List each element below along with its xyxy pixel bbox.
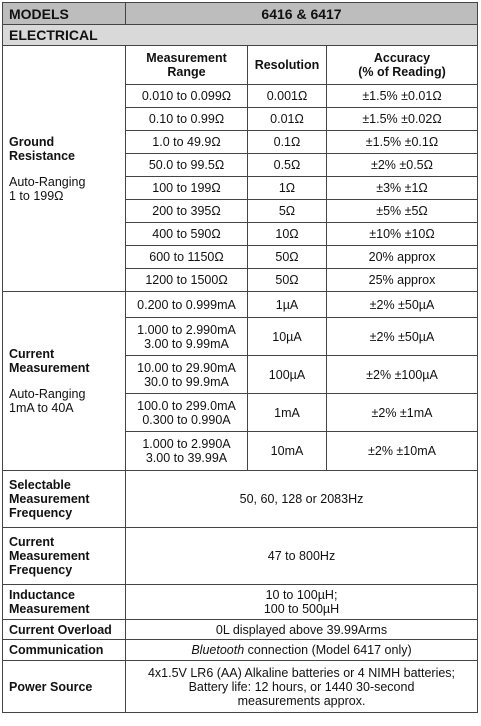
- spec-sheet: [2, 2, 477, 713]
- ground-title-line2: Resistance: [9, 148, 76, 163]
- accuracy-cell: ±2% ±50µA: [327, 292, 478, 318]
- range-cell: [126, 394, 248, 432]
- table-row: [3, 292, 478, 318]
- range-cell: 1.0 to 49.9Ω: [126, 131, 248, 154]
- accuracy-cell: ±2% ±1mA: [327, 394, 478, 432]
- range-cell: 400 to 590Ω: [126, 223, 248, 246]
- resolution-cell: 1mA: [248, 394, 327, 432]
- range-line1: 1.000 to 2.990mA: [137, 322, 236, 337]
- range-line1: 100.0 to 299.0mA: [137, 398, 236, 413]
- accuracy-cell: ±10% ±10Ω: [327, 223, 478, 246]
- models-value: 6416 & 6417: [126, 3, 478, 25]
- value-line: 4x1.5V LR6 (AA) Alkaline batteries or 4 NIMH batteries;: [147, 665, 456, 680]
- selectable-frequency-value: 50, 60, 128 or 2083Hz: [126, 471, 478, 528]
- accuracy-cell: ±2% ±50µA: [327, 318, 478, 356]
- current-title-line2: Measurement: [9, 361, 90, 375]
- ground-header-row: [3, 46, 478, 85]
- col-accuracy-line1: Accuracy: [373, 51, 431, 65]
- resolution-cell: 1Ω: [248, 177, 327, 200]
- power-source-row: [3, 661, 478, 713]
- value-line: 10 to 100µH;: [265, 588, 338, 602]
- inductance-row: [3, 585, 478, 620]
- models-label: MODELS: [3, 3, 126, 25]
- ground-resistance-label: [3, 46, 126, 292]
- label-line: Selectable: [9, 478, 71, 492]
- range-cell: 0.10 to 0.99Ω: [126, 108, 248, 131]
- range-cell: 0.200 to 0.999mA: [126, 292, 248, 318]
- accuracy-cell: ±1.5% ±0.01Ω: [327, 85, 478, 108]
- overload-row: [3, 620, 478, 640]
- value-line: Battery life: 12 hours, or 1440 30-second: [188, 679, 415, 694]
- label-line: Current: [9, 535, 55, 549]
- ground-title-line1: Ground: [9, 134, 55, 149]
- overload-value: 0L displayed above 39.99Arms: [126, 620, 478, 640]
- selectable-frequency-row: [3, 471, 478, 528]
- range-line2: 30.0 to 99.9mA: [144, 374, 229, 389]
- selectable-frequency-label: [3, 471, 126, 528]
- resolution-cell: 50Ω: [248, 246, 327, 269]
- col-range-line1: Measurement: [146, 51, 227, 65]
- current-frequency-row: [3, 528, 478, 585]
- col-range-line2: Range: [167, 65, 206, 79]
- label-line: Measurement: [9, 602, 90, 616]
- label-line: Measurement: [9, 549, 90, 563]
- accuracy-cell: ±5% ±5Ω: [327, 200, 478, 223]
- label-line: Inductance: [9, 588, 75, 602]
- resolution-cell: 0.001Ω: [248, 85, 327, 108]
- bluetooth-text: Bluetooth: [191, 643, 245, 657]
- inductance-label: [3, 585, 126, 620]
- current-sub-line1: Auto-Ranging: [9, 387, 86, 401]
- range-line2: 0.300 to 0.990A: [142, 412, 231, 427]
- communication-value: [126, 640, 478, 661]
- inductance-value: [126, 585, 478, 620]
- range-line2: 3.00 to 39.99A: [145, 451, 228, 465]
- range-cell: [126, 356, 248, 394]
- accuracy-cell: 20% approx: [327, 246, 478, 269]
- section-title: ELECTRICAL: [3, 25, 478, 46]
- resolution-cell: 50Ω: [248, 269, 327, 292]
- accuracy-cell: ±2% ±0.5Ω: [327, 154, 478, 177]
- resolution-cell: 10mA: [248, 432, 327, 471]
- resolution-cell: 0.01Ω: [248, 108, 327, 131]
- spec-table: [2, 2, 478, 713]
- resolution-cell: 0.1Ω: [248, 131, 327, 154]
- resolution-cell: 10Ω: [248, 223, 327, 246]
- current-frequency-label: [3, 528, 126, 585]
- range-cell: 600 to 1150Ω: [126, 246, 248, 269]
- models-row: [3, 3, 478, 25]
- range-cell: 0.010 to 0.099Ω: [126, 85, 248, 108]
- range-cell: [126, 432, 248, 471]
- label-line: Frequency: [9, 506, 73, 520]
- resolution-cell: 100µA: [248, 356, 327, 394]
- current-sub-line2: 1mA to 40A: [9, 401, 74, 415]
- label-line: Measurement: [9, 492, 90, 506]
- power-source-value: [126, 661, 478, 713]
- range-line1: 1.000 to 2.990A: [142, 437, 231, 451]
- resolution-cell: 10µA: [248, 318, 327, 356]
- col-header-range: [126, 46, 248, 85]
- range-cell: 1200 to 1500Ω: [126, 269, 248, 292]
- range-cell: [126, 318, 248, 356]
- col-accuracy-line2: (% of Reading): [358, 65, 446, 79]
- accuracy-cell: ±3% ±1Ω: [327, 177, 478, 200]
- communication-label: Communication: [3, 640, 126, 661]
- ground-sub-line1: Auto-Ranging: [9, 174, 86, 189]
- range-line1: 10.00 to 29.90mA: [137, 360, 236, 375]
- resolution-cell: 5Ω: [248, 200, 327, 223]
- range-line2: 3.00 to 9.99mA: [144, 336, 229, 351]
- label-line: Frequency: [9, 563, 73, 577]
- power-source-label: Power Source: [3, 661, 126, 713]
- resolution-cell: 0.5Ω: [248, 154, 327, 177]
- current-title-line1: Current: [9, 347, 55, 361]
- communication-row: [3, 640, 478, 661]
- accuracy-cell: ±2% ±100µA: [327, 356, 478, 394]
- col-header-resolution: Resolution: [248, 46, 327, 85]
- accuracy-cell: 25% approx: [327, 269, 478, 292]
- resolution-cell: 1µA: [248, 292, 327, 318]
- current-frequency-value: 47 to 800Hz: [126, 528, 478, 585]
- section-row: [3, 25, 478, 46]
- value-line: measurements approx.: [237, 693, 366, 708]
- range-cell: 100 to 199Ω: [126, 177, 248, 200]
- range-cell: 200 to 395Ω: [126, 200, 248, 223]
- overload-label: Current Overload: [3, 620, 126, 640]
- current-measurement-label: [3, 292, 126, 471]
- accuracy-cell: ±1.5% ±0.1Ω: [327, 131, 478, 154]
- communication-rest: connection (Model 6417 only): [244, 643, 412, 657]
- col-header-accuracy: [327, 46, 478, 85]
- accuracy-cell: ±1.5% ±0.02Ω: [327, 108, 478, 131]
- ground-sub-line2: 1 to 199Ω: [9, 188, 64, 203]
- value-line: 100 to 500µH: [263, 602, 340, 616]
- accuracy-cell: ±2% ±10mA: [327, 432, 478, 471]
- range-cell: 50.0 to 99.5Ω: [126, 154, 248, 177]
